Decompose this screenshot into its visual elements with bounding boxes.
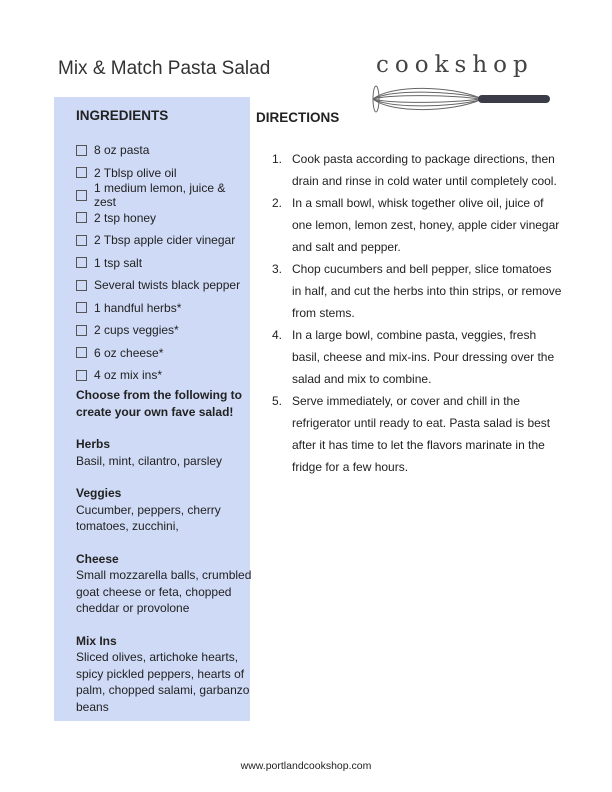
ingredient-label: 6 oz cheese* <box>94 345 164 360</box>
direction-step: 2. In a small bowl, whisk together olive oil, juice of one lemon, lemon zest, honey, apple cider vinegar and salt and pepper. <box>272 196 560 254</box>
ingredient-label: 1 handful herbs* <box>94 300 182 315</box>
option-group <box>76 551 254 617</box>
ingredient-label: 2 Tbsp apple cider vinegar <box>94 233 236 248</box>
direction-step: 5. Serve immediately, or cover and chill in the refrigerator until ready to eat. Pasta salad is best after it has time to let the flavors marinate in the fridge for a few hours. <box>272 394 551 474</box>
ingredient-item <box>76 139 250 162</box>
group-name: Herbs <box>76 437 111 451</box>
ingredient-item <box>76 181 250 210</box>
page-title: Mix & Match Pasta Salad <box>58 58 271 79</box>
option-group <box>76 436 254 469</box>
ingredients-list <box>76 139 250 387</box>
ingredient-label: 4 oz mix ins* <box>94 368 163 383</box>
direction-step: 3. Chop cucumbers and bell pepper, slice tomatoes in half, and cut the herbs into thin strips, or remove from stems. <box>272 262 562 320</box>
ingredient-label: 8 oz pasta <box>94 143 150 158</box>
checkbox[interactable] <box>76 325 87 336</box>
group-name: Mix Ins <box>76 633 117 648</box>
group-name: Veggies <box>76 486 122 500</box>
ingredient-label: 1 tsp salt <box>94 255 143 270</box>
ingredient-item <box>76 319 250 342</box>
choose-text: Choose from the following to create your own fave salad! <box>76 388 242 419</box>
checkbox[interactable] <box>76 145 87 156</box>
step-text: In a large bowl, combine pasta, veggies, fresh basil, cheese and mix-ins. Pour dressing over the salad and mix to combine. <box>292 328 555 386</box>
ingredient-item <box>76 229 250 252</box>
group-text: Small mozzarella balls, crumbled goat cheese or feta, chopped cheddar or provolone <box>76 568 252 615</box>
ingredient-item <box>76 297 250 320</box>
step-text: Cook pasta according to package directions, then drain and rinse in cold water until completely cool. <box>292 152 557 188</box>
ingredient-label: Several twists black pepper <box>94 278 241 293</box>
ingredients-panel <box>54 97 250 721</box>
directions-heading: DIRECTIONS <box>256 110 340 125</box>
checkbox[interactable] <box>76 257 87 268</box>
step-text: In a small bowl, whisk together olive oil, juice of one lemon, lemon zest, honey, apple cider vinegar and salt and pepper. <box>292 196 560 254</box>
cookshop-logo <box>372 52 557 122</box>
ingredient-item <box>76 252 250 275</box>
checkbox[interactable] <box>76 235 87 246</box>
checkbox[interactable] <box>76 212 87 223</box>
ingredient-label: 2 tsp honey <box>94 210 157 225</box>
direction-step: 4. In a large bowl, combine pasta, veggies, fresh basil, cheese and mix-ins. Pour dressing over the salad and mix to combine. <box>272 328 555 386</box>
ingredient-item <box>76 342 250 365</box>
logo-text: cookshop <box>376 52 534 78</box>
ingredient-label: 2 cups veggies* <box>94 323 179 338</box>
group-text: Cucumber, peppers, cherry tomatoes, zucchini, <box>76 502 221 533</box>
ingredient-item <box>76 274 250 297</box>
checkbox[interactable] <box>76 370 87 381</box>
option-group <box>76 633 254 716</box>
options-section <box>76 387 254 731</box>
ingredient-item <box>76 364 250 387</box>
group-text: Basil, mint, cilantro, parsley <box>76 453 223 468</box>
ingredient-item <box>76 207 250 230</box>
footer-url[interactable]: www.portlandcookshop.com <box>240 760 372 772</box>
direction-step: 1. Cook pasta according to package directions, then drain and rinse in cold water until completely cool. <box>272 152 557 188</box>
whisk-icon <box>372 82 557 116</box>
ingredient-label: 2 Tblsp olive oil <box>94 165 177 180</box>
step-text: Chop cucumbers and bell pepper, slice tomatoes in half, and cut the herbs into thin strips, or remove from stems. <box>292 262 562 320</box>
checkbox[interactable] <box>76 190 87 201</box>
ingredient-label: 1 medium lemon, juice & zest <box>93 181 226 210</box>
directions-list <box>272 148 562 478</box>
group-text: Sliced olives, artichoke hearts, spicy pickled peppers, hearts of palm, chopped salami, garbanzo beans <box>76 650 250 714</box>
checkbox[interactable] <box>76 167 87 178</box>
group-name: Cheese <box>76 551 119 566</box>
checkbox[interactable] <box>76 280 87 291</box>
checkbox[interactable] <box>76 302 87 313</box>
ingredients-heading: INGREDIENTS <box>76 108 169 123</box>
option-group <box>76 485 254 535</box>
checkbox[interactable] <box>76 347 87 358</box>
step-text: Serve immediately, or cover and chill in the refrigerator until ready to eat. Pasta salad is best after it has time to let the flavors marinate in the fridge for a few hours. <box>292 394 551 474</box>
